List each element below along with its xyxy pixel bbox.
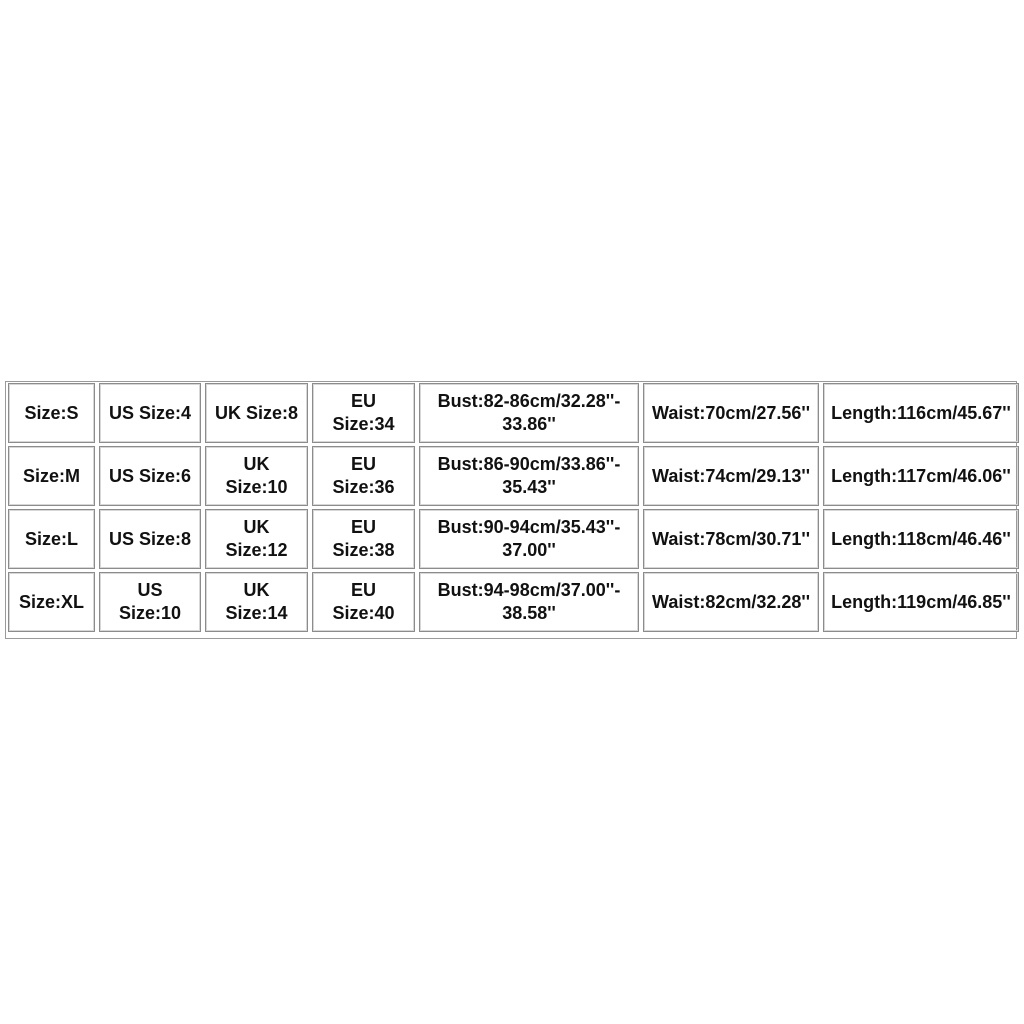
size-chart-table (5, 381, 1017, 639)
cell-uk-size-m: UK Size:10 (205, 446, 308, 506)
cell-length-m: Length:117cm/46.06'' (823, 446, 1019, 506)
size-chart-grid (8, 383, 1014, 637)
cell-uk-size-s: UK Size:8 (205, 383, 308, 443)
cell-length-xl: Length:119cm/46.85'' (823, 572, 1019, 632)
cell-size-xl: Size:XL (8, 572, 95, 632)
cell-waist-s: Waist:70cm/27.56'' (643, 383, 819, 443)
cell-waist-xl: Waist:82cm/32.28'' (643, 572, 819, 632)
cell-length-s: Length:116cm/45.67'' (823, 383, 1019, 443)
cell-bust-xl: Bust:94-98cm/37.00''- 38.58'' (419, 572, 639, 632)
cell-eu-size-m: EU Size:36 (312, 446, 415, 506)
cell-size-s: Size:S (8, 383, 95, 443)
cell-uk-size-xl: UK Size:14 (205, 572, 308, 632)
cell-eu-size-s: EU Size:34 (312, 383, 415, 443)
cell-length-l: Length:118cm/46.46'' (823, 509, 1019, 569)
cell-size-m: Size:M (8, 446, 95, 506)
cell-eu-size-xl: EU Size:40 (312, 572, 415, 632)
cell-waist-m: Waist:74cm/29.13'' (643, 446, 819, 506)
cell-bust-m: Bust:86-90cm/33.86''- 35.43'' (419, 446, 639, 506)
cell-us-size-l: US Size:8 (99, 509, 201, 569)
cell-bust-s: Bust:82-86cm/32.28''- 33.86'' (419, 383, 639, 443)
cell-us-size-s: US Size:4 (99, 383, 201, 443)
cell-eu-size-l: EU Size:38 (312, 509, 415, 569)
cell-us-size-m: US Size:6 (99, 446, 201, 506)
cell-size-l: Size:L (8, 509, 95, 569)
cell-waist-l: Waist:78cm/30.71'' (643, 509, 819, 569)
cell-bust-l: Bust:90-94cm/35.43''- 37.00'' (419, 509, 639, 569)
cell-uk-size-l: UK Size:12 (205, 509, 308, 569)
cell-us-size-xl: US Size:10 (99, 572, 201, 632)
